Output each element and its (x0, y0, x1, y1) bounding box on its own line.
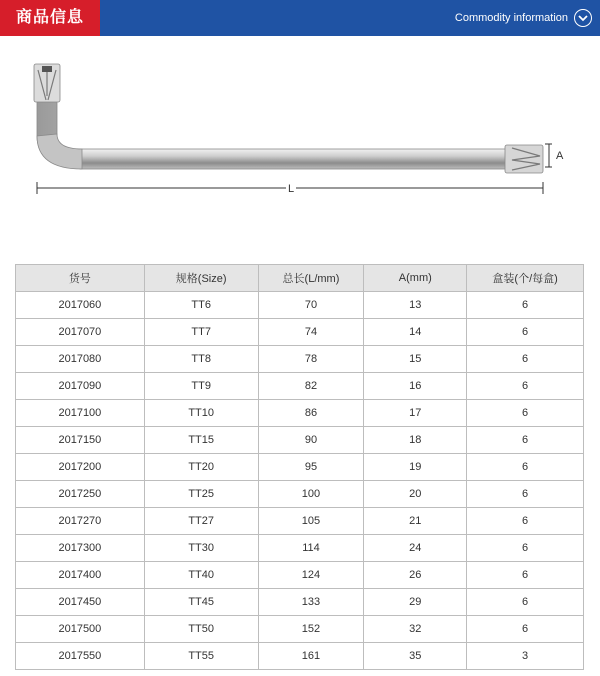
cell-item-no: 2017200 (16, 454, 145, 481)
cell-size: TT20 (144, 454, 258, 481)
cell-length: 124 (258, 562, 364, 589)
table-row (16, 562, 584, 589)
cell-length: 82 (258, 373, 364, 400)
cell-box-qty: 6 (467, 508, 584, 535)
cell-length: 70 (258, 292, 364, 319)
cell-item-no: 2017080 (16, 346, 145, 373)
cell-a: 32 (364, 616, 467, 643)
cell-length: 100 (258, 481, 364, 508)
cell-a: 19 (364, 454, 467, 481)
cell-length: 95 (258, 454, 364, 481)
cell-a: 13 (364, 292, 467, 319)
cell-size: TT7 (144, 319, 258, 346)
cell-box-qty: 6 (467, 589, 584, 616)
torx-key-graphic (34, 64, 543, 173)
cell-length: 133 (258, 589, 364, 616)
cell-a: 14 (364, 319, 467, 346)
table-row (16, 643, 584, 670)
cell-box-qty: 6 (467, 400, 584, 427)
cell-a: 21 (364, 508, 467, 535)
table-row (16, 616, 584, 643)
cell-a: 15 (364, 346, 467, 373)
header-tab: 商品信息 (0, 0, 100, 36)
cell-a: 24 (364, 535, 467, 562)
dimension-L-label: L (287, 183, 295, 195)
cell-length: 74 (258, 319, 364, 346)
cell-item-no: 2017500 (16, 616, 145, 643)
cell-a: 20 (364, 481, 467, 508)
cell-size: TT30 (144, 535, 258, 562)
cell-length: 114 (258, 535, 364, 562)
cell-box-qty: 6 (467, 562, 584, 589)
header-bar (0, 0, 600, 36)
table-row (16, 508, 584, 535)
cell-a: 26 (364, 562, 467, 589)
chevron-down-icon (574, 9, 592, 27)
cell-item-no: 2017150 (16, 427, 145, 454)
cell-item-no: 2017070 (16, 319, 145, 346)
cell-a: 35 (364, 643, 467, 670)
table-row (16, 319, 584, 346)
table-row (16, 346, 584, 373)
cell-item-no: 2017300 (16, 535, 145, 562)
cell-length: 86 (258, 400, 364, 427)
cell-a: 29 (364, 589, 467, 616)
spec-table-body (16, 292, 584, 670)
header-a: A(mm) (364, 265, 467, 292)
header-item-no: 货号 (16, 265, 145, 292)
table-row (16, 427, 584, 454)
cell-a: 17 (364, 400, 467, 427)
header-box-qty: 盒装(个/每盒) (467, 265, 584, 292)
spec-table-header (16, 265, 584, 292)
table-row (16, 373, 584, 400)
commodity-information-link[interactable] (455, 0, 592, 36)
cell-size: TT15 (144, 427, 258, 454)
cell-size: TT6 (144, 292, 258, 319)
cell-item-no: 2017090 (16, 373, 145, 400)
cell-length: 161 (258, 643, 364, 670)
table-row (16, 400, 584, 427)
cell-size: TT25 (144, 481, 258, 508)
cell-box-qty: 6 (467, 319, 584, 346)
cell-size: TT8 (144, 346, 258, 373)
cell-item-no: 2017100 (16, 400, 145, 427)
cell-box-qty: 6 (467, 535, 584, 562)
cell-box-qty: 6 (467, 292, 584, 319)
table-row (16, 589, 584, 616)
cell-box-qty: 6 (467, 481, 584, 508)
table-row (16, 535, 584, 562)
cell-a: 16 (364, 373, 467, 400)
cell-a: 18 (364, 427, 467, 454)
header-length: 总长(L/mm) (258, 265, 364, 292)
header-size: 规格(Size) (144, 265, 258, 292)
cell-box-qty: 6 (467, 346, 584, 373)
commodity-information-label: Commodity information (454, 12, 568, 24)
cell-item-no: 2017270 (16, 508, 145, 535)
cell-length: 78 (258, 346, 364, 373)
cell-box-qty: 3 (467, 643, 584, 670)
cell-box-qty: 6 (467, 454, 584, 481)
cell-length: 105 (258, 508, 364, 535)
cell-item-no: 2017250 (16, 481, 145, 508)
cell-item-no: 2017450 (16, 589, 145, 616)
table-row (16, 481, 584, 508)
cell-size: TT9 (144, 373, 258, 400)
table-row (16, 454, 584, 481)
cell-item-no: 2017550 (16, 643, 145, 670)
dimension-A-label: A (556, 150, 564, 162)
spec-table (15, 264, 584, 670)
cell-size: TT45 (144, 589, 258, 616)
cell-box-qty: 6 (467, 427, 584, 454)
cell-box-qty: 6 (467, 373, 584, 400)
cell-size: TT50 (144, 616, 258, 643)
cell-size: TT10 (144, 400, 258, 427)
cell-size: TT55 (144, 643, 258, 670)
cell-length: 152 (258, 616, 364, 643)
cell-length: 90 (258, 427, 364, 454)
product-illustration (0, 36, 600, 226)
cell-size: TT27 (144, 508, 258, 535)
cell-item-no: 2017060 (16, 292, 145, 319)
cell-box-qty: 6 (467, 616, 584, 643)
table-row (16, 292, 584, 319)
cell-item-no: 2017400 (16, 562, 145, 589)
cell-size: TT40 (144, 562, 258, 589)
